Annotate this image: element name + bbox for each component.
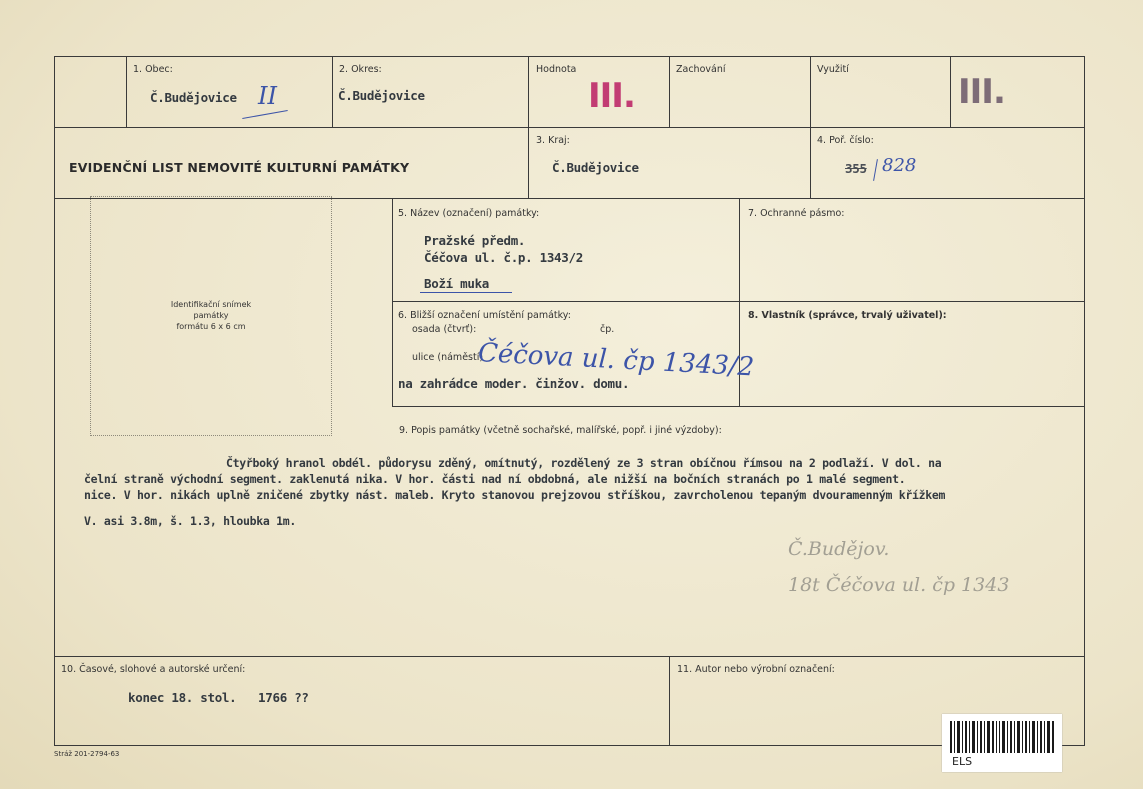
hodnota-stamp: III. bbox=[588, 76, 635, 116]
printer-code: Stráž 201-2794-63 bbox=[54, 750, 120, 758]
por-cislo-label: 4. Poř. číslo: bbox=[817, 135, 874, 146]
zachovani-label: Zachování bbox=[676, 64, 726, 75]
nazev-line-3: Boží muka bbox=[424, 276, 490, 291]
vyuziti-label: Využití bbox=[817, 64, 849, 75]
barcode-sticker bbox=[942, 714, 1062, 772]
cp-label: čp. bbox=[600, 324, 615, 335]
casove-urceni-value: konec 18. stol. 1766 ?? bbox=[128, 690, 309, 705]
umisteni-handwritten: Čéčova ul. čp 1343/2 bbox=[477, 338, 755, 383]
ochranne-pasmo-label: 7. Ochranné pásmo: bbox=[748, 208, 845, 219]
form-title: EVIDENČNÍ LIST NEMOVITÉ KULTURNÍ PAMÁTKY bbox=[69, 160, 410, 175]
vyuziti-stamp: III. bbox=[958, 72, 1005, 112]
nazev-line-2: Čéčova ul. č.p. 1343/2 bbox=[424, 250, 583, 265]
kraj-label: 3. Kraj: bbox=[536, 135, 570, 146]
popis-line-2: čelní straně východní segment. zaklenutá nika. V hor. části nad ní obdobná, ale nižší na bočních stranách po 1 malé segment. bbox=[84, 472, 906, 486]
popis-line-3: nice. V hor. nikách uplně zničené zbytky nást. maleb. Kryto stanovou prejzovou stříškou, zavrcholenou tepaným dvouramenným křížkem bbox=[84, 488, 946, 502]
popis-line-4: V. asi 3.8m, š. 1.3, hloubka 1m. bbox=[84, 514, 296, 528]
casove-urceni-label: 10. Časové, slohové a autorské určení: bbox=[61, 664, 246, 675]
okres-value: Č.Budějovice bbox=[338, 88, 425, 103]
umisteni-label: 6. Bližší označení umístění památky: bbox=[398, 310, 571, 321]
umisteni-typed: na zahrádce moder. činžov. domu. bbox=[398, 376, 630, 391]
pencil-note-2: 18t Čéčova ul. čp 1343 bbox=[788, 574, 1010, 596]
vlastnik-label: 8. Vlastník (správce, trvalý uživatel): bbox=[748, 310, 947, 321]
barcode-icon bbox=[950, 721, 1054, 753]
popis-label: 9. Popis památky (včetně sochařské, malířské, popř. i jiné výzdoby): bbox=[399, 425, 722, 436]
ulice-label: ulice (náměstí) bbox=[412, 352, 484, 363]
popis-line-1: Čtyřboký hranol obdél. půdorysu zděný, omítnutý, rozdělený ze 3 stran obíčnou římsou na 2 podlaží. V dol. na bbox=[226, 456, 942, 470]
photo-caption: Identifikační snímek památky formátu 6 x 6 cm bbox=[170, 300, 252, 331]
autor-label: 11. Autor nebo výrobní označení: bbox=[677, 664, 835, 675]
okres-label: 2. Okres: bbox=[339, 64, 382, 75]
obec-label: 1. Obec: bbox=[133, 64, 173, 75]
obec-value: Č.Budějovice bbox=[150, 90, 237, 105]
kraj-value: Č.Budějovice bbox=[552, 160, 639, 175]
nazev-label: 5. Název (označení) památky: bbox=[398, 208, 540, 219]
obec-handwritten: II bbox=[258, 82, 277, 110]
barcode-label: ELS bbox=[952, 755, 973, 768]
por-cislo-new: 828 bbox=[882, 155, 917, 176]
osada-label: osada (čtvrť): bbox=[412, 324, 477, 335]
nazev-line-1: Pražské předm. bbox=[424, 233, 526, 248]
pencil-note-1: Č.Budějov. bbox=[788, 538, 890, 560]
hodnota-label: Hodnota bbox=[536, 64, 577, 75]
por-cislo-old: 355 bbox=[845, 161, 867, 176]
